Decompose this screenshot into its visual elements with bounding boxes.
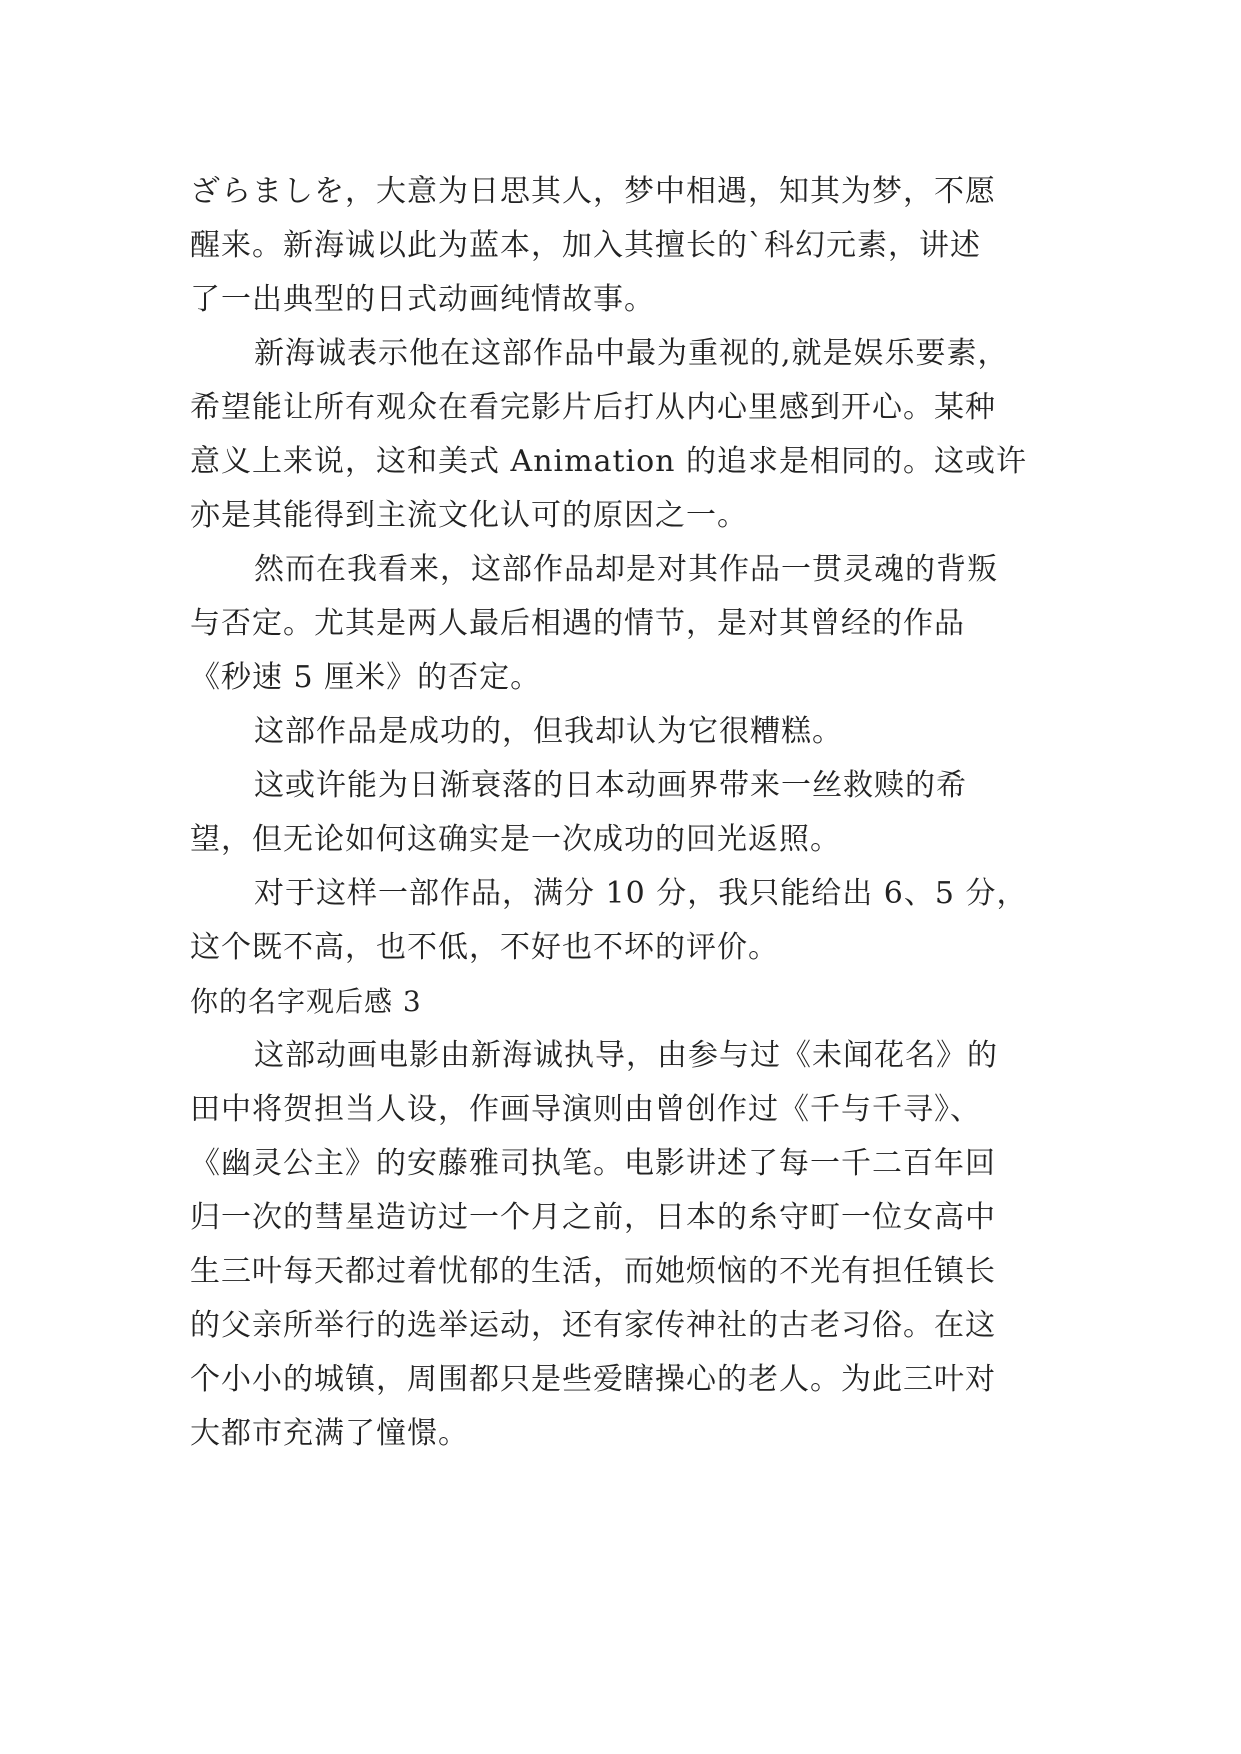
text-line: 意义上来说，这和美式 Animation 的追求是相同的。这或许 <box>190 444 1028 479</box>
text-line: 对于这样一部作品，满分 10 分，我只能给出 6、5 分， <box>254 876 1028 911</box>
text-line: 生三叶每天都过着忧郁的生活，而她烦恼的不光有担任镇长 <box>190 1254 996 1289</box>
paragraph <box>190 1029 1050 1461</box>
text-line: 大都市充满了憧憬。 <box>190 1416 469 1451</box>
text-line: 然而在我看来，这部作品却是对其作品一贯灵魂的背叛 <box>254 552 998 587</box>
text-line: ざらましを，大意为日思其人，梦中相遇，知其为梦，不愿 <box>190 174 996 209</box>
text-line: 个小小的城镇，周围都只是些爱瞎操心的老人。为此三叶对 <box>190 1362 996 1397</box>
paragraph <box>190 867 1050 975</box>
text-line: 亦是其能得到主流文化认可的原因之一。 <box>190 498 748 533</box>
text-line: 这部作品是成功的，但我却认为它很糟糕。 <box>254 714 843 749</box>
text-line: 的父亲所举行的选举运动，还有家传神社的古老习俗。在这 <box>190 1308 996 1343</box>
text-line: 醒来。新海诚以此为蓝本，加入其擅长的`科幻元素，讲述 <box>190 228 981 263</box>
paragraph <box>190 543 1050 705</box>
text-line: 这或许能为日渐衰落的日本动画界带来一丝救赎的希 <box>254 768 967 803</box>
paragraph <box>190 705 1050 759</box>
section-heading <box>190 975 1050 1029</box>
text-line: 田中将贺担当人设，作画导演则由曾创作过《千与千寻》、 <box>190 1092 981 1127</box>
heading-text: 你的名字观后感 3 <box>190 985 422 1018</box>
document-body <box>190 165 1050 1461</box>
text-line: 《秒速 5 厘米》的否定。 <box>190 660 542 695</box>
text-line: 归一次的彗星造访过一个月之前，日本的糸守町一位女高中 <box>190 1200 996 1235</box>
text-line: 新海诚表示他在这部作品中最为重视的,就是娱乐要素， <box>254 336 1009 371</box>
text-line: 希望能让所有观众在看完影片后打从内心里感到开心。某种 <box>190 390 996 425</box>
paragraph <box>190 759 1050 867</box>
text-line: 这个既不高，也不低，不好也不坏的评价。 <box>190 930 779 965</box>
text-line: 这部动画电影由新海诚执导，由参与过《未闻花名》的 <box>254 1038 998 1073</box>
paragraph <box>190 165 1050 327</box>
text-line: 望，但无论如何这确实是一次成功的回光返照。 <box>190 822 841 857</box>
text-line: 《幽灵公主》的安藤雅司执笔。电影讲述了每一千二百年回 <box>190 1146 996 1181</box>
paragraph <box>190 327 1050 543</box>
text-line: 了一出典型的日式动画纯情故事。 <box>190 282 655 317</box>
text-line: 与否定。尤其是两人最后相遇的情节，是对其曾经的作品 <box>190 606 965 641</box>
